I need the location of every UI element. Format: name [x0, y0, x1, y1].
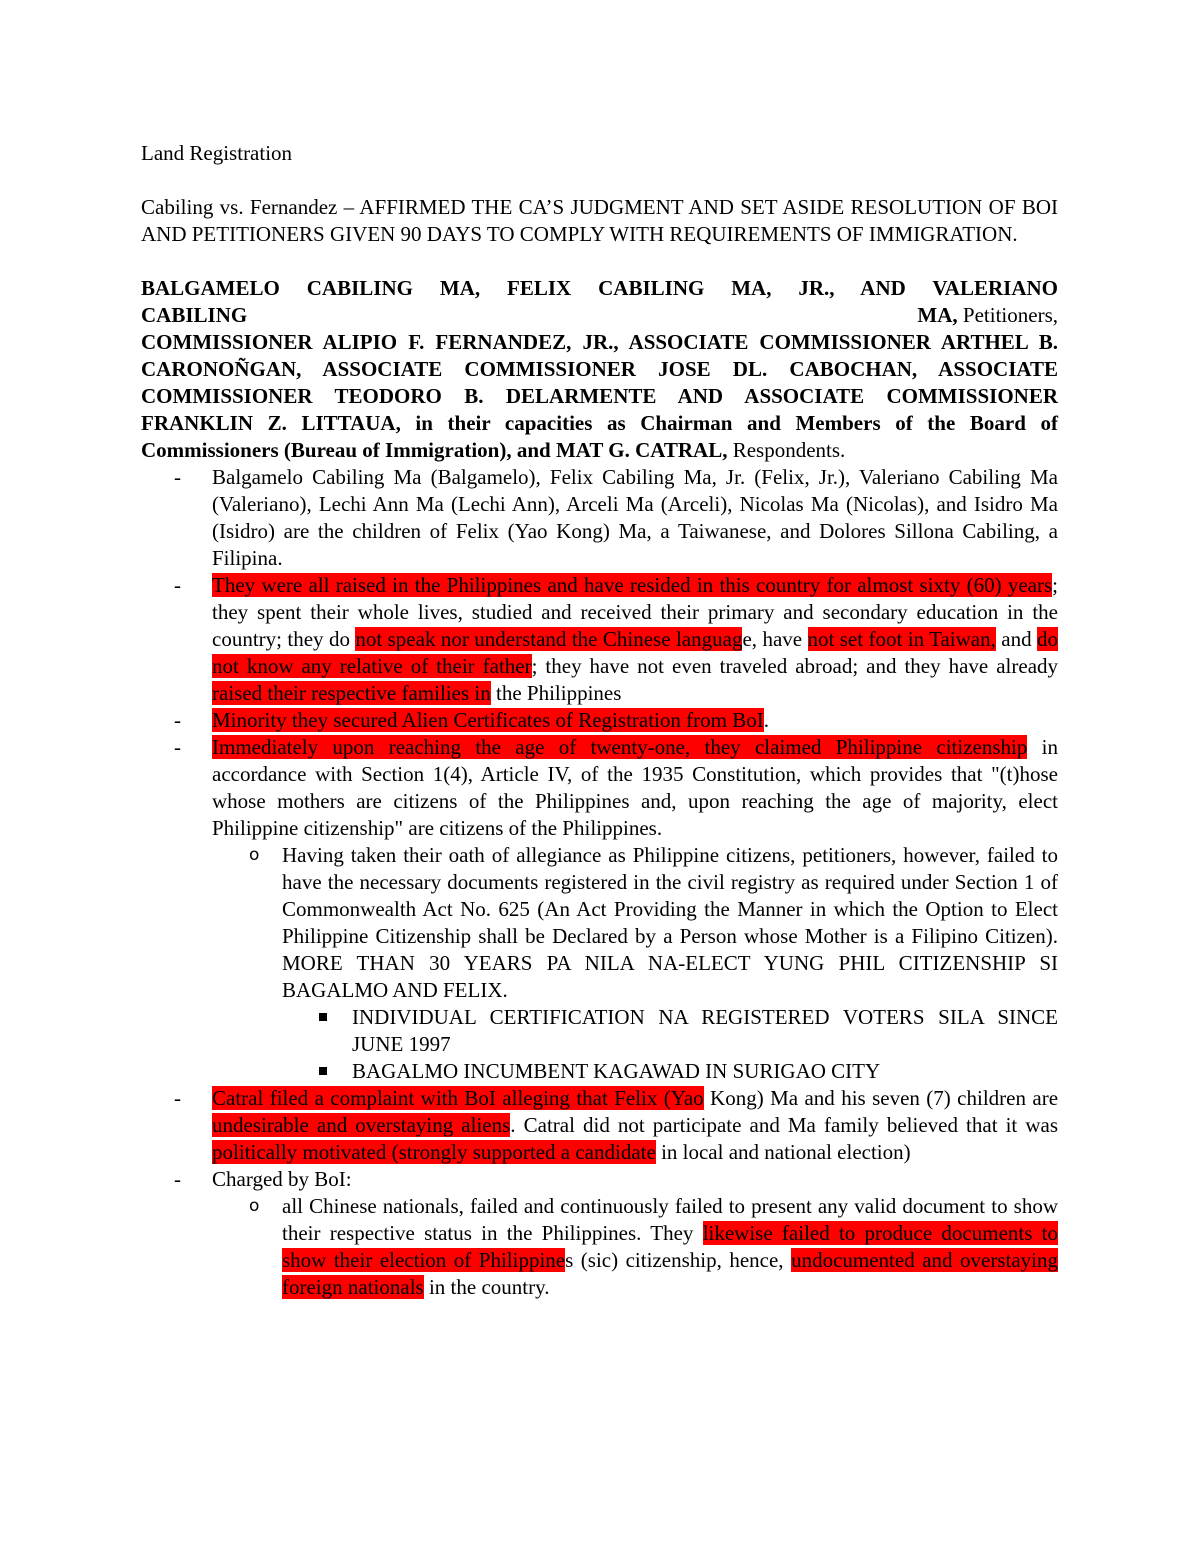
- highlighted-text: Catral filed a complaint with BoI alleging that Felix (Yao: [212, 1086, 704, 1110]
- petitioners-line-2: [141, 302, 1058, 329]
- highlighted-text: They were all raised in the Philippines and have resided in this country for almost sixty (60) years: [212, 573, 1053, 597]
- circle-bullet: o: [249, 845, 260, 865]
- highlighted-text: Minority they secured Alien Certificates of Registration from BoI: [212, 708, 764, 732]
- dash-bullet: -: [174, 573, 181, 597]
- highlighted-text: politically motivated (strongly supported a candidate: [212, 1140, 656, 1164]
- dash-bullet: -: [174, 708, 181, 732]
- sub-list-item: o all Chinese nationals, failed and continuously failed to present any valid document to show their respective status in the Philippines. They likewise failed to produce documents to show their election of Philippines (sic) citizenship, hence, undocumented and overstaying foreign nationals in the country.: [249, 1194, 1058, 1299]
- highlighted-text: undocumented and overstaying foreign nationals: [282, 1248, 1058, 1299]
- case-summary: Cabiling vs. Fernandez – AFFIRMED THE CA’S JUDGMENT AND SET ASIDE RESOLUTION OF BOI AND PETITIONERS GIVEN 90 DAYS TO COMPLY WITH REQUIREMENTS OF IMMIGRATION.: [141, 195, 1058, 246]
- list-item: - Charged by BoI: o all Chinese nationals, failed and continuously failed to present any valid document to show their respective status in the Philippines. They likewise failed to produce documents to show their election of Philippines (sic) citizenship, hence, undocumented and overstaying foreign nationals in the country.: [141, 1166, 1058, 1301]
- highlighted-text: Immediately upon reaching the age of twenty-one, they claimed Philippine citizenship: [212, 735, 1028, 759]
- dash-bullet: -: [174, 1086, 181, 1110]
- list-item: - Immediately upon reaching the age of twenty-one, they claimed Philippine citizenship in accordance with Section 1(4), Article IV, of the 1935 Constitution, which provides that "(t)hose whose mothers are citizens of the Philippines and, upon reaching the age of majority, elect Philippine citizenship" are citizens of the Philippines. o Having taken their oath of allegiance as Philippine citizens, petitioners, however, failed to have the necessary documents registered in the civil registry as required under Section 1 of Commonwealth Act No. 625 (An Act Providing the Manner in which the Option to Elect Philippine Citizenship shall be Declared by a Person whose Mother is a Filipino Citizen). MORE THAN 30 YEARS PA NILA NA-ELECT YUNG PHIL CITIZENSHIP SI BAGALMO AND FELIX. INDIVIDUAL CERTIFICATION NA REGISTERED VOTERS SILA SINCE JUNE 1997 BAGALMO INCUMBENT KAGAWAD IN SURIGAO CITY: [141, 734, 1058, 1085]
- circle-bullet: o: [249, 1196, 260, 1216]
- highlighted-text: not speak nor understand the Chinese languag: [355, 627, 743, 651]
- document-page: [141, 140, 1058, 1301]
- dash-bullet: -: [174, 1167, 181, 1191]
- petitioner-name-part: CABILING: [141, 303, 248, 327]
- sub-list-item: o Having taken their oath of allegiance as Philippine citizens, petitioners, however, failed to have the necessary documents registered in the civil registry as required under Section 1 of Commonwealth Act No. 625 (An Act Providing the Manner in which the Option to Elect Philippine Citizenship shall be Declared by a Person whose Mother is a Filipino Citizen). MORE THAN 30 YEARS PA NILA NA-ELECT YUNG PHIL CITIZENSHIP SI BAGALMO AND FELIX. INDIVIDUAL CERTIFICATION NA REGISTERED VOTERS SILA SINCE JUNE 1997 BAGALMO INCUMBENT KAGAWAD IN SURIGAO CITY: [141, 842, 1058, 1085]
- list-item: - Catral filed a complaint with BoI alleging that Felix (Yao Kong) Ma and his seven (7) children are undesirable and overstaying aliens. Catral did not participate and Ma family believed that it was politically motivated (strongly supported a candidate in local and national election): [174, 1086, 1059, 1164]
- sub-list: [141, 842, 1058, 1085]
- list-item: - Balgamelo Cabiling Ma (Balgamelo), Felix Cabiling Ma, Jr. (Felix, Jr.), Valeriano Cabiling Ma (Valeriano), Lechi Ann Ma (Lechi Ann), Arceli Ma (Arceli), Nicolas Ma (Nicolas), and Isidro Ma (Isidro) are the children of Felix (Yao Kong) Ma, a Taiwanese, and Dolores Sillona Cabiling, a Filipina.: [174, 465, 1058, 570]
- highlighted-text: raised their respective families in: [212, 681, 491, 705]
- list-item: - They were all raised in the Philippines and have resided in this country for almost sixty (60) years; they spent their whole lives, studied and received their primary and secondary education in the country; they do not speak nor understand the Chinese language, have not set foot in Taiwan, and do not know any relative of their father; they have not even traveled abroad; and they have already raised their respective families in the Philippines: [174, 573, 1059, 705]
- petitioners-label: MA, Petitioners,: [917, 303, 1058, 327]
- highlighted-text: likewise failed to produce documents to show their election of Philippine: [282, 1221, 1058, 1272]
- respondents-block: COMMISSIONER ALIPIO F. FERNANDEZ, JR., ASSOCIATE COMMISSIONER ARTHEL B. CARONOÑGAN, ASSOCIATE COMMISSIONER JOSE DL. CABOCHAN, ASSOCIATE COMMISSIONER TEODORO B. DELARMENTE AND ASSOCIATE COMMISSIONER FRANKLIN Z. LITTAUA, in their capacities as Chairman and Members of the Board of Commissioners (Bureau of Immigration), and MAT G. CATRAL, Respondents.: [141, 330, 1058, 462]
- case-parties: [141, 275, 1058, 464]
- square-bullet-icon: [319, 1067, 327, 1075]
- document-title: Land Registration: [141, 141, 293, 165]
- square-bullet-icon: [319, 1013, 327, 1021]
- dash-bullet: -: [174, 465, 181, 489]
- highlighted-text: not set foot in Taiwan,: [807, 627, 996, 651]
- dash-bullet: -: [174, 735, 181, 759]
- facts-list: [141, 464, 1058, 1301]
- highlighted-text: do not know any relative of their father: [212, 627, 1059, 678]
- sub-list: [141, 1193, 1058, 1301]
- petitioners-line-1: BALGAMELO CABILING MA, FELIX CABILING MA, JR., AND VALERIANO: [141, 276, 1058, 300]
- list-item: - Minority they secured Alien Certificates of Registration from BoI.: [174, 708, 769, 732]
- sub-sub-list: [141, 1004, 1058, 1085]
- highlighted-text: undesirable and overstaying aliens: [212, 1113, 511, 1137]
- sub-sub-list-item: BAGALMO INCUMBENT KAGAWAD IN SURIGAO CITY: [141, 1058, 1058, 1085]
- sub-sub-list-item: INDIVIDUAL CERTIFICATION NA REGISTERED VOTERS SILA SINCE JUNE 1997: [141, 1004, 1058, 1058]
